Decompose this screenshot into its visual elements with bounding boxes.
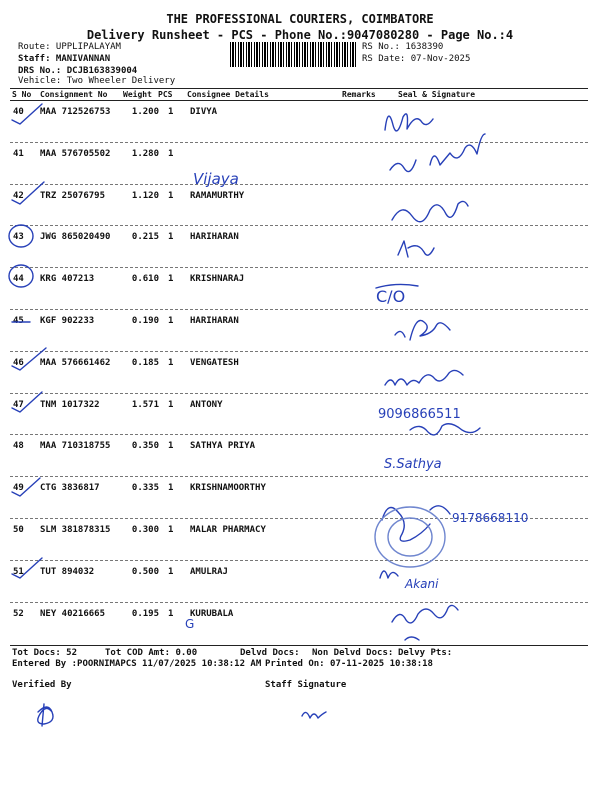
rs-number: RS No.: 1638390	[362, 42, 444, 52]
row-pcs: 1	[168, 441, 174, 452]
staff-label: Staff: MANIVANNAN	[18, 54, 111, 64]
row-sno: 50	[13, 525, 24, 535]
row-sno: 52	[13, 608, 24, 619]
row-sno: 49	[13, 483, 24, 494]
row48-handwritten-name: S.Sathya	[384, 457, 442, 472]
row-consignment: TUT 894032	[40, 566, 95, 577]
row-consignment: MAA 576705502	[40, 148, 111, 159]
row-weight: 0.185	[131, 357, 159, 368]
row-pcs: 1	[168, 608, 174, 619]
row-weight: 1.571	[131, 399, 159, 410]
printed-on: Printed On: 07-11-2025 10:38:18	[265, 659, 433, 669]
row-sno: 43	[13, 232, 24, 243]
row47-handwritten-phone: 9096866511	[378, 407, 461, 422]
row-weight: 1.120	[131, 190, 159, 201]
row-weight: 0.190	[131, 316, 159, 326]
row50-handwritten-phone: 9178668110	[452, 511, 529, 525]
row-consignment: MAA 712526753	[40, 107, 111, 117]
row-pcs: 1	[168, 525, 174, 535]
row-consignee: KRISHNARAJ	[190, 274, 245, 285]
row-sno: 45	[13, 316, 24, 326]
vehicle-label: Vehicle: Two Wheeler Delivery	[18, 76, 176, 86]
row-sno: 48	[13, 441, 24, 452]
row-consignee: ANTONY	[190, 399, 223, 410]
row-consignment: MAA 710318755	[40, 441, 111, 452]
col-seal: Seal & Signature	[398, 90, 476, 99]
row-weight: 0.350	[131, 441, 159, 452]
row-sno: 41	[13, 148, 24, 159]
row-pcs: 1	[168, 566, 174, 577]
row-pcs: 1	[168, 148, 174, 159]
row-consignee: HARIHARAN	[190, 232, 239, 243]
delvy-pts: Delvy Pts:	[398, 648, 453, 658]
row-consignment: CTG 3836817	[40, 483, 100, 494]
row44-handwritten-remark: C/O	[376, 287, 406, 306]
row-consignment: KGF 902233	[40, 316, 95, 326]
row-sno: 47	[13, 399, 24, 410]
row-sno: 51	[13, 566, 24, 577]
row-sno: 44	[13, 274, 24, 285]
col-weight: Weight	[123, 90, 152, 99]
row-consignment: KRG 407213	[40, 274, 95, 285]
row-weight: 1.280	[131, 148, 159, 159]
row-consignee: HARIHARAN	[190, 316, 239, 326]
delivery-stamp	[375, 507, 445, 567]
table-bottom-rule	[10, 645, 588, 646]
row-consignee: KURUBALA	[190, 608, 234, 619]
row52-handwritten-mark: G	[185, 617, 195, 631]
col-sno: S No	[12, 90, 32, 99]
col-pcs: PCS	[158, 90, 173, 99]
drs-label: DRS No.: DCJB163839004	[18, 66, 138, 76]
row-consignment: JWG 865020490	[40, 232, 111, 243]
row-consignee: KRISHNAMOORTHY	[190, 483, 266, 494]
tot-docs: Tot Docs: 52	[12, 648, 78, 658]
row51-handwritten-name: Akani	[405, 577, 439, 591]
row-weight: 0.335	[131, 483, 159, 494]
col-remarks: Remarks	[342, 90, 376, 99]
col-consignee: Consignee Details	[187, 90, 269, 99]
row-pcs: 1	[168, 483, 174, 494]
row-consignee: AMULRAJ	[190, 566, 228, 577]
row-sno: 40	[13, 107, 24, 117]
row-pcs: 1	[168, 232, 174, 243]
runsheet-subtitle: Delivery Runsheet - PCS - Phone No.:9047080280 - Page No.:4	[86, 28, 514, 42]
row-consignment: NEY 40216665	[40, 608, 106, 619]
row-consignment: TRZ 25076795	[40, 190, 106, 201]
row-pcs: 1	[168, 107, 174, 117]
row-pcs: 1	[168, 357, 174, 368]
col-consignment: Consignment No	[40, 90, 108, 99]
row-pcs: 1	[168, 399, 174, 410]
row-consignee: DIVYA	[190, 107, 218, 117]
non-delvd-docs: Non Delvd Docs:	[312, 648, 394, 658]
company-title: THE PROFESSIONAL COURIERS, COIMBATORE	[166, 12, 434, 26]
row-weight: 0.215	[131, 232, 159, 243]
rs-date: RS Date: 07-Nov-2025	[362, 54, 471, 64]
row-consignment: SLM 381878315	[40, 525, 111, 535]
row-weight: 0.300	[131, 525, 159, 535]
row-consignee: SATHYA PRIYA	[190, 441, 256, 452]
row-consignment: TNM 1017322	[40, 399, 100, 410]
row-consignee: MALAR PHARMACY	[190, 525, 266, 535]
row-weight: 0.195	[131, 608, 159, 619]
entered-by: Entered By :POORNIMAPCS 11/07/2025 10:38:12 AM	[12, 659, 262, 669]
verified-by-label: Verified By	[12, 680, 72, 690]
row-weight: 0.500	[131, 566, 159, 577]
row-weight: 1.200	[131, 107, 159, 117]
row-consignment: MAA 576661462	[40, 357, 111, 368]
row-pcs: 1	[168, 316, 174, 326]
row-sno: 42	[13, 190, 24, 201]
delvd-docs: Delvd Docs:	[240, 648, 300, 658]
row-consignee: RAMAMURTHY	[190, 190, 245, 201]
staff-signature-label: Staff Signature	[265, 680, 347, 690]
row-consignee: VENGATESH	[190, 357, 239, 368]
row-sno: 46	[13, 357, 24, 368]
row41-handwritten-name: Vijaya	[193, 170, 239, 188]
route-label: Route: UPPLIPALAYAM	[18, 42, 121, 52]
row-weight: 0.610	[131, 274, 159, 285]
row-pcs: 1	[168, 274, 174, 285]
row-pcs: 1	[168, 190, 174, 201]
tot-cod: Tot COD Amt: 0.00	[105, 648, 198, 658]
